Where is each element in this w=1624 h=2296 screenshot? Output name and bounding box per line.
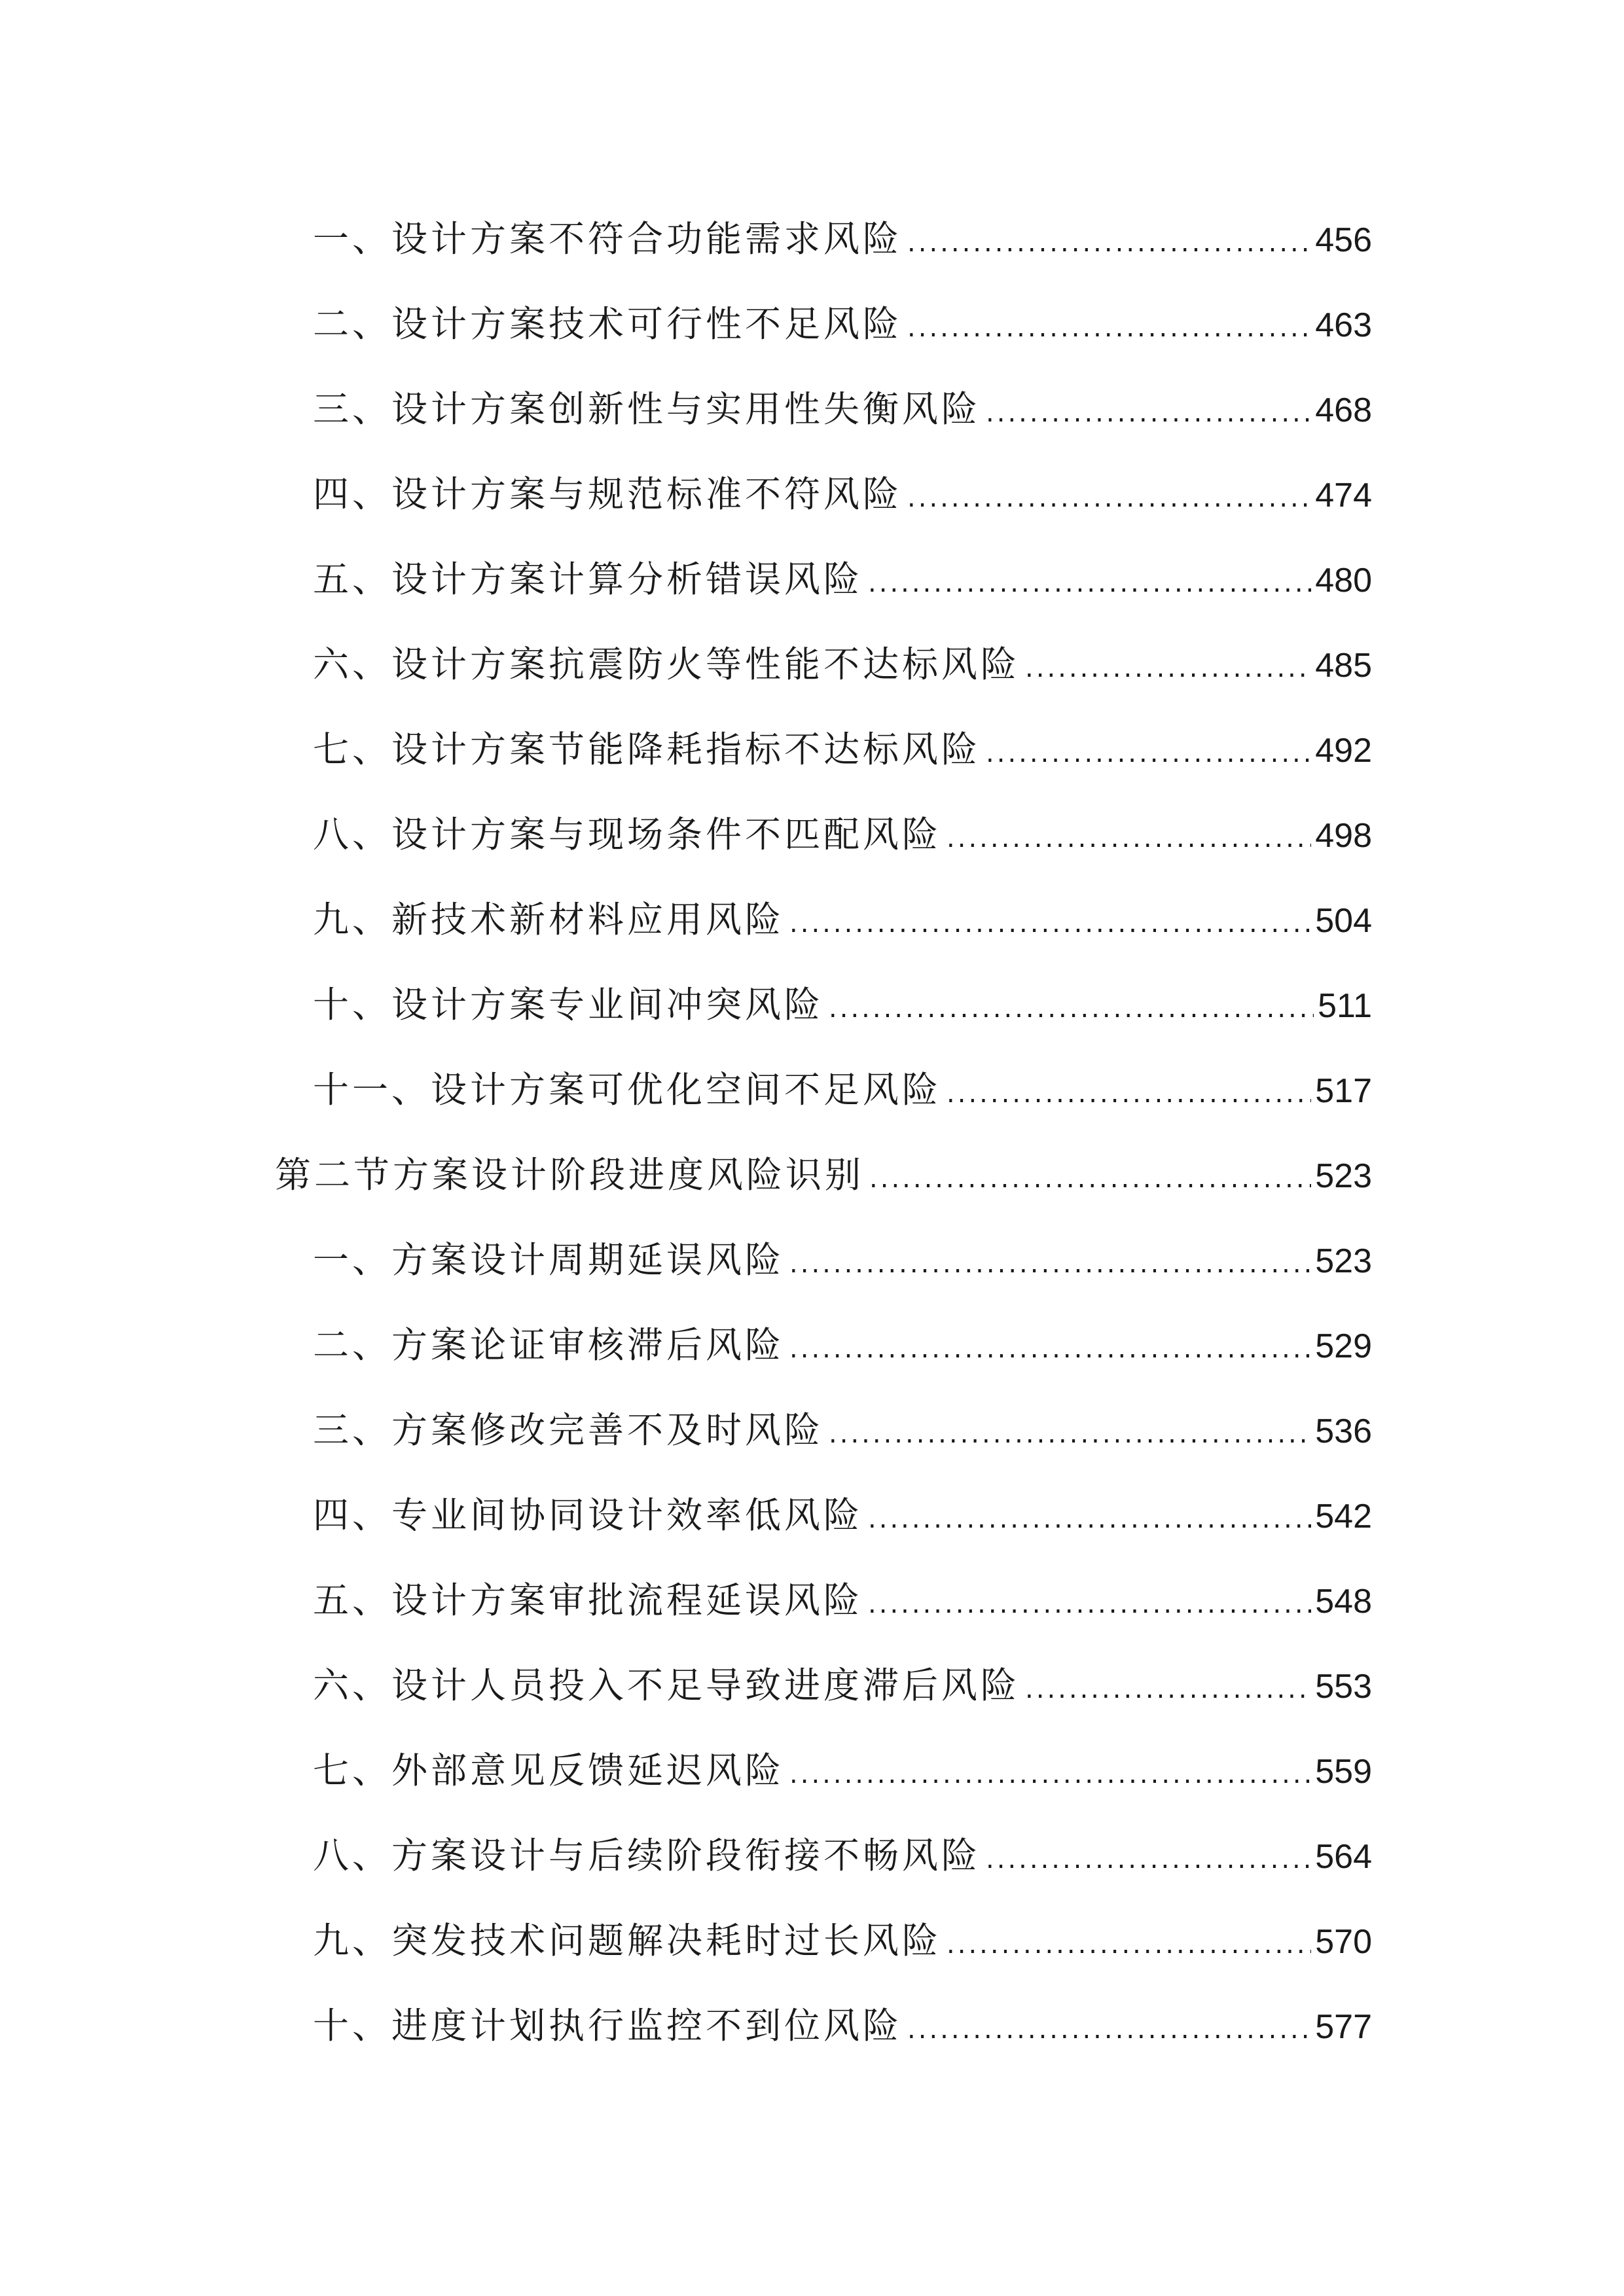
toc-entry[interactable] [313,1064,1372,1116]
toc-entry-title: 第二节方案设计阶段进度风险识别 [275,1154,865,1196]
toc-entry-page: 570 [1315,1923,1372,1961]
toc-entry-page: 492 [1315,732,1372,770]
dot-leader [907,217,1311,269]
dot-leader [789,897,1311,950]
toc-entry-title: 九、突发技术问题解决耗时过长风险 [313,1920,942,1962]
toc-entry-title: 三、设计方案创新性与实用性失衡风险 [313,388,981,430]
toc-entry-title: 五、设计方案审批流程延误风险 [313,1579,863,1621]
toc-entry-page: 553 [1315,1668,1372,1706]
toc-entry[interactable] [313,638,1372,691]
toc-entry-title: 十、设计方案专业间冲突风险 [313,984,824,1026]
toc-entry-page: 456 [1315,221,1372,259]
toc-entry[interactable] [313,2000,1372,2052]
dot-leader [907,472,1311,524]
dot-leader [868,1578,1311,1630]
toc-entry-page: 529 [1315,1327,1372,1365]
toc-entry[interactable] [313,553,1372,605]
toc-entry-page: 511 [1318,987,1372,1025]
toc-entry[interactable] [313,383,1372,435]
dot-leader [1025,1663,1311,1715]
dot-leader [986,387,1311,439]
toc-entry-page: 517 [1315,1072,1372,1110]
toc-entry[interactable] [313,1914,1372,1967]
toc-section-entry[interactable] [275,1149,1372,1201]
dot-leader [829,982,1314,1035]
toc-entry[interactable] [313,893,1372,946]
toc-entry-page: 536 [1315,1412,1372,1450]
toc-entry[interactable] [313,1489,1372,1541]
toc-entry-title: 二、设计方案技术可行性不足风险 [313,303,903,345]
toc-entry-title: 四、专业间协同设计效率低风险 [313,1494,863,1536]
toc-entry-title: 六、设计方案抗震防火等性能不达标风险 [313,643,1020,685]
toc-entry[interactable] [313,723,1372,776]
toc-entry-title: 七、外部意见反馈延迟风险 [313,1749,785,1791]
toc-entry[interactable] [313,1319,1372,1371]
dot-leader [829,1408,1311,1460]
toc-entry[interactable] [313,808,1372,861]
toc-entry-page: 485 [1315,647,1372,685]
dot-leader [986,727,1311,780]
toc-entry-page: 559 [1315,1753,1372,1791]
toc-entry[interactable] [313,1234,1372,1286]
dot-leader [789,1748,1311,1801]
dot-leader [947,812,1311,865]
toc-entry[interactable] [313,1659,1372,1712]
toc-entry-page: 474 [1315,476,1372,514]
toc-entry[interactable] [313,978,1372,1031]
toc-entry[interactable] [313,1574,1372,1626]
toc-entry-title: 八、方案设计与后续阶段衔接不畅风险 [313,1835,981,1876]
dot-leader [907,302,1311,354]
toc-entry-title: 二、方案论证审核滞后风险 [313,1324,785,1366]
toc-entry[interactable] [313,1829,1372,1882]
dot-leader [986,1833,1311,1886]
toc-entry-page: 577 [1315,2008,1372,2046]
dot-leader [947,1918,1311,1971]
toc-entry-title: 六、设计人员投入不足导致进度滞后风险 [313,1664,1020,1706]
toc-entry-title: 八、设计方案与现场条件不匹配风险 [313,814,942,855]
toc-entry-title: 一、方案设计周期延误风险 [313,1239,785,1281]
toc-entry[interactable] [313,1404,1372,1456]
toc-entry-page: 523 [1315,1242,1372,1280]
dot-leader [869,1153,1311,1205]
toc-entry-title: 五、设计方案计算分析错误风险 [313,558,863,600]
dot-leader [868,1493,1311,1545]
toc-entry-title: 九、新技术新材料应用风险 [313,899,785,941]
toc-entry-page: 523 [1315,1157,1372,1195]
toc-entry-title: 十一、设计方案可优化空间不足风险 [313,1069,942,1111]
toc-entry[interactable] [313,468,1372,520]
toc-entry-page: 463 [1315,306,1372,344]
toc-entry-page: 498 [1315,817,1372,855]
toc-entry-page: 542 [1315,1498,1372,1535]
dot-leader [868,557,1311,609]
toc-entry[interactable] [313,298,1372,350]
toc-entry-page: 564 [1315,1838,1372,1876]
toc-entry-title: 七、设计方案节能降耗指标不达标风险 [313,728,981,770]
toc-entry[interactable] [313,1744,1372,1797]
toc-entry-title: 三、方案修改完善不及时风险 [313,1409,824,1451]
toc-entry-page: 468 [1315,391,1372,429]
dot-leader [789,1323,1311,1375]
toc-entry-title: 一、设计方案不符合功能需求风险 [313,218,903,260]
toc-entry-title: 四、设计方案与规范标准不符风险 [313,473,903,515]
dot-leader [907,2003,1311,2056]
dot-leader [789,1238,1311,1290]
toc-entry[interactable] [313,213,1372,265]
toc-entry-page: 548 [1315,1583,1372,1621]
toc-entry-title: 十、进度计划执行监控不到位风险 [313,2005,903,2047]
dot-leader [1025,642,1311,694]
toc-entry-page: 504 [1315,902,1372,940]
toc-entry-page: 480 [1315,562,1372,600]
dot-leader [947,1067,1311,1120]
